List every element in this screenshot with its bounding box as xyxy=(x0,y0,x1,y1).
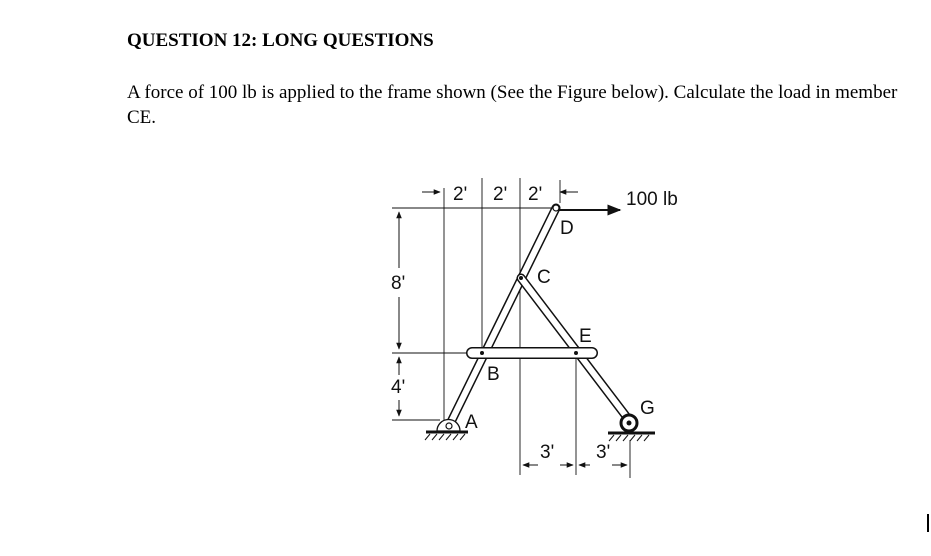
label-d: D xyxy=(560,218,574,239)
pin-c xyxy=(519,276,523,280)
support-a xyxy=(425,420,468,440)
pin-b xyxy=(480,351,484,355)
question-text: A force of 100 lb is applied to the frame shown (See the Figure below). Calculate the load in member CE. xyxy=(127,82,898,128)
force-label: 100 lb xyxy=(626,189,678,210)
label-c: C xyxy=(537,267,551,288)
dim-bottom-2: 3' xyxy=(596,442,611,463)
dim-top-3: 2' xyxy=(528,184,543,205)
pin-e xyxy=(574,351,578,355)
label-b: B xyxy=(487,364,500,385)
label-e: E xyxy=(579,326,592,347)
dim-top-2: 2' xyxy=(493,184,508,205)
dim-bottom-1: 3' xyxy=(540,442,555,463)
dim-top-1: 2' xyxy=(453,184,468,205)
dim-left-4: 4' xyxy=(391,377,406,398)
text-cursor xyxy=(927,514,929,532)
pin-d xyxy=(553,205,559,211)
label-a: A xyxy=(465,412,478,433)
dim-left-8: 8' xyxy=(391,273,406,294)
members xyxy=(449,202,629,426)
label-g: G xyxy=(640,398,655,419)
question-title: QUESTION 12: LONG QUESTIONS xyxy=(127,30,434,51)
